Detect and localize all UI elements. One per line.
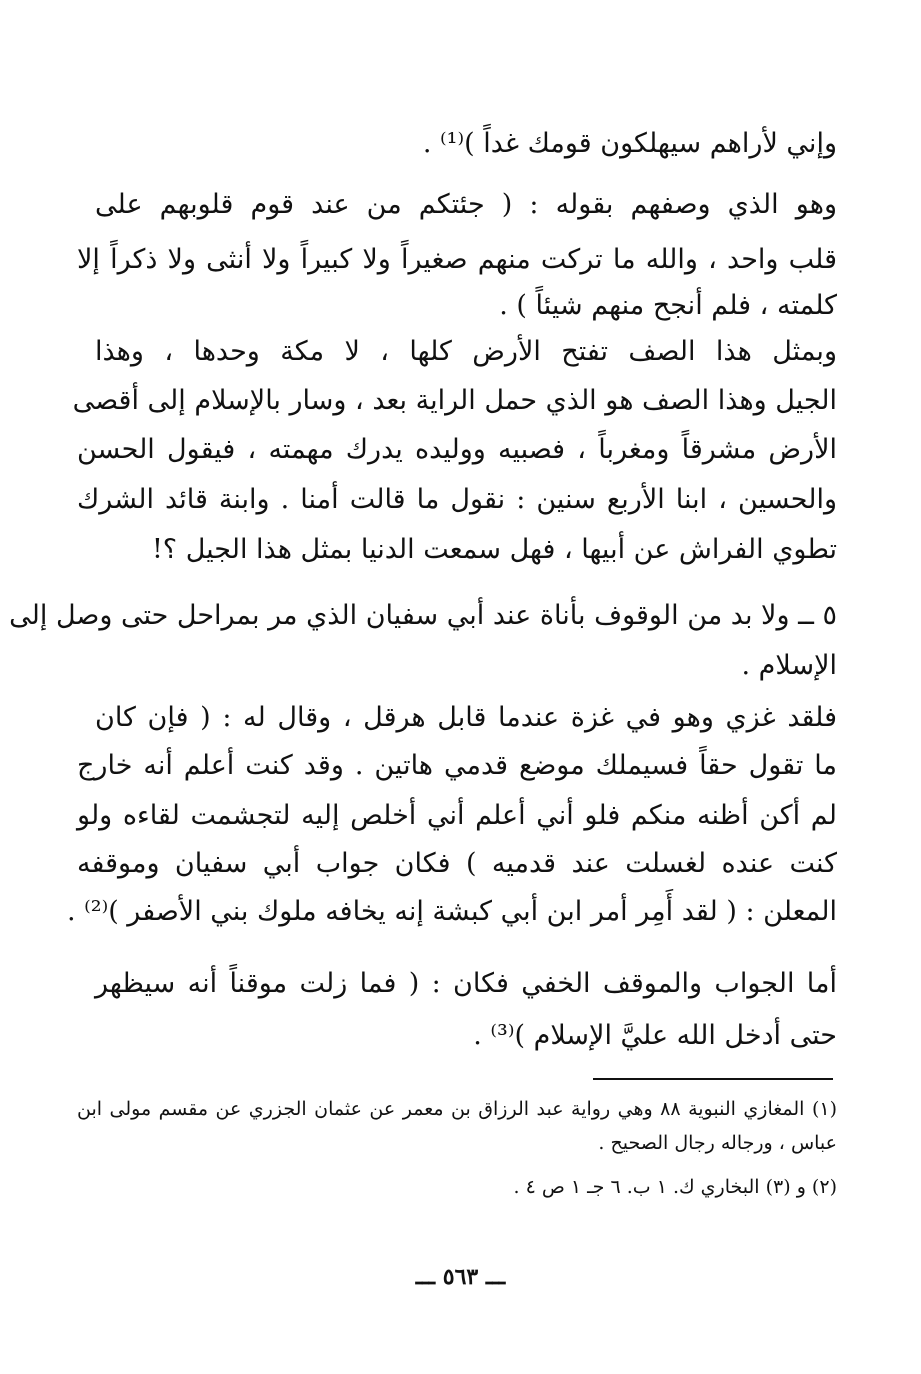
- body-line-2: وهو الذي وصفهم بقوله : ( جئتكم من عند قوم قلوبهم على: [95, 189, 837, 220]
- footnote-2-3: (٢) و (٣) البخاري ك. ١ ب. ٦ جـ ١ ص ٤ .: [513, 1176, 837, 1198]
- footnote-separator: [593, 1078, 833, 1080]
- footnote-1-line-1: (١) المغازي النبوية ٨٨ وهي رواية عبد الرزاق بن معمر عن عثمان الجزري عن مقسم مولى ابن: [77, 1098, 837, 1120]
- body-line-14: لم أكن أظنه منكم فلو أني أعلم أني أخلص إليه لتجشمت لقاءه ولو: [77, 800, 837, 831]
- body-line-13: ما تقول حقاً فسيملك موضع قدمي هاتين . وقد كنت أعلم أنه خارج: [77, 750, 837, 781]
- body-line-6: الجيل وهذا الصف هو الذي حمل الراية بعد ، وسار بالإسلام إلى أقصى: [72, 385, 837, 416]
- body-line-5: وبمثل هذا الصف تفتح الأرض كلها ، لا مكة وحدها ، وهذا: [95, 336, 837, 367]
- body-line-15: كنت عنده لغسلت عند قدميه ) فكان جواب أبي سفيان وموقفه: [77, 848, 837, 879]
- body-line-1: وإني لأراهم سيهلكون قومك غداً )⁽¹⁾ .: [422, 128, 837, 159]
- body-line-9: تطوي الفراش عن أبيها ، فهل سمعت الدنيا بمثل هذا الجيل ؟!: [151, 534, 837, 565]
- body-line-17: أما الجواب والموقف الخفي فكان : ( فما زلت موقناً أنه سيظهر: [95, 968, 837, 999]
- body-line-7: الأرض مشرقاً ومغرباً ، فصبيه ووليده يدرك مهمته ، فيقول الحسن: [77, 434, 837, 465]
- point-5-line-1: ٥ ــ ولا بد من الوقوف بأناة عند أبي سفيان الذي مر بمراحل حتى وصل إلى: [9, 600, 837, 631]
- footnote-1-line-2: عباس ، ورجاله رجال الصحيح .: [598, 1132, 837, 1154]
- page-number: ـــ ٥٦٣ ـــ: [415, 1264, 506, 1290]
- body-line-3: قلب واحد ، والله ما تركت منهم صغيراً ولا كبيراً ولا أنثى ولا ذكراً إلا: [77, 244, 837, 275]
- body-line-8: والحسين ، ابنا الأربع سنين : نقول ما قالت أمنا . وابنة قائد الشرك: [77, 484, 837, 515]
- body-line-12: فلقد غزي وهو في غزة عندما قابل هرقل ، وقال له : ( فإن كان: [95, 702, 837, 733]
- body-line-4: كلمته ، فلم أنجح منهم شيئاً ) .: [499, 290, 837, 321]
- point-5-line-2: الإسلام .: [741, 650, 837, 681]
- body-line-16: المعلن : ( لقد أَمِر أمر ابن أبي كبشة إنه يخافه ملوك بني الأصفر )⁽²⁾ .: [66, 896, 837, 927]
- body-line-18: حتى أدخل الله عليَّ الإسلام )⁽³⁾ .: [473, 1020, 837, 1051]
